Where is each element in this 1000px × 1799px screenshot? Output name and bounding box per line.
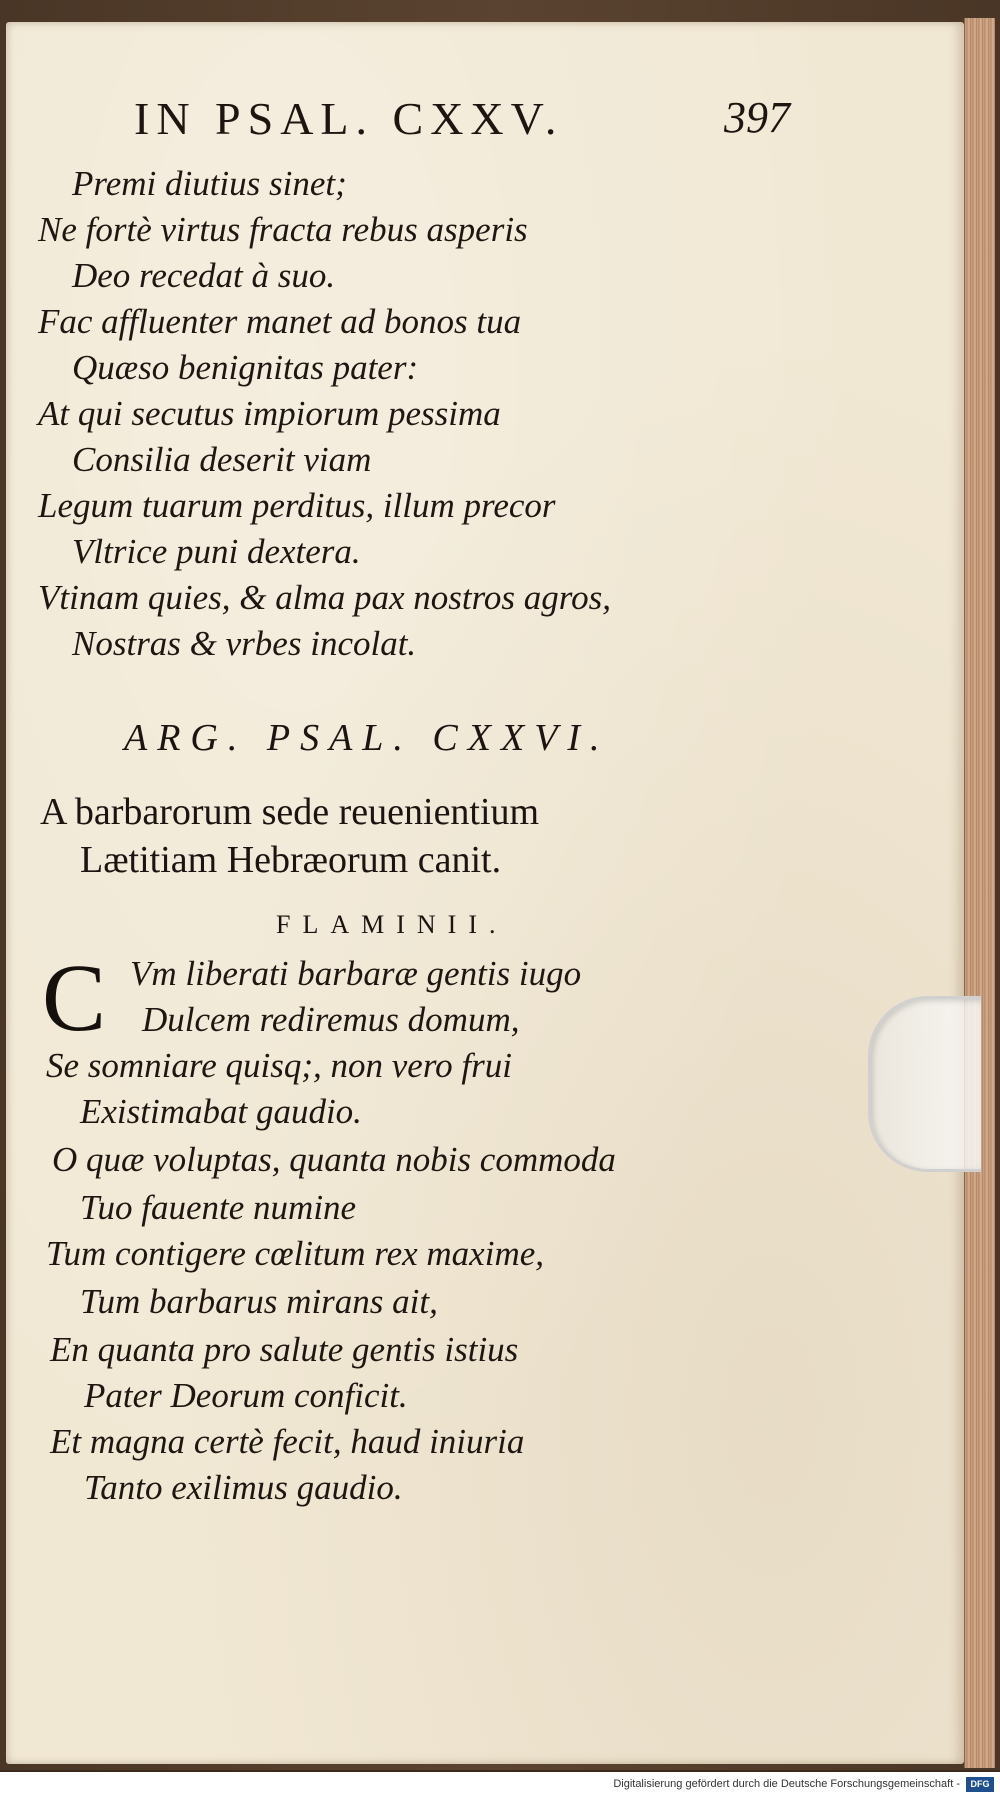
running-head: IN PSAL. CXXV. [134,93,564,144]
verse-line: Vltrice puni dextera. [72,532,361,571]
verse-line: Et magna certè fecit, haud iniuria [50,1422,525,1461]
verse-line: Vtinam quies, & alma pax nostros agros, [38,578,611,617]
verse-line: Ne fortè virtus fracta rebus asperis [38,210,528,249]
verse-line: Nostras & vrbes incolat. [72,624,417,663]
credit-text: Digitalisierung gefördert durch die Deutsche Forschungsgemeinschaft - [613,1778,960,1790]
verse-line: Legum tuarum perditus, illum precor [38,486,556,525]
verse-line: Tum contigere cœlitum rex maxime, [46,1234,544,1273]
verse-line: Premi diutius sinet; [72,164,347,203]
verse-line: At qui secutus impiorum pessima [38,394,501,433]
verse-line: Vm liberati barbaræ gentis iugo [130,954,582,993]
argument-heading: ARG. PSAL. CXXVI. [124,717,610,759]
page-clip [868,996,981,1172]
dfg-logo: DFG [966,1777,994,1792]
page-edges [964,18,995,1768]
verse-line: Tuo fauente numine [80,1188,357,1227]
page-number: 397 [724,93,790,142]
argument-summary-line: Lætitiam Hebræorum canit. [80,839,502,881]
verse-line: Existimabat gaudio. [80,1092,362,1131]
verse-line: Tum barbarus mirans ait, [80,1282,438,1321]
author-heading: FLAMINII. [276,910,508,939]
verse-line: Se somniare quisq;, non vero frui [46,1046,512,1085]
page-header [134,92,804,152]
verse-line: Quæso benignitas pater: [72,348,419,387]
verse-line: Deo recedat à suo. [72,256,336,295]
verse-line: Fac affluenter manet ad bonos tua [38,302,522,341]
credit-bar [0,1772,1000,1799]
verse-line: En quanta pro salute gentis istius [50,1330,519,1369]
drop-cap: C [42,944,107,1051]
verse-line: Tanto exilimus gaudio. [84,1468,403,1507]
verse-line: Consilia deserit viam [72,440,372,479]
argument-summary-line: A barbarorum sede reuenientium [40,791,540,833]
verse-line: O quæ voluptas, quanta nobis commoda [52,1140,616,1179]
verse-line: Pater Deorum conficit. [84,1376,408,1415]
verse-line: Dulcem rediremus domum, [142,1000,520,1039]
